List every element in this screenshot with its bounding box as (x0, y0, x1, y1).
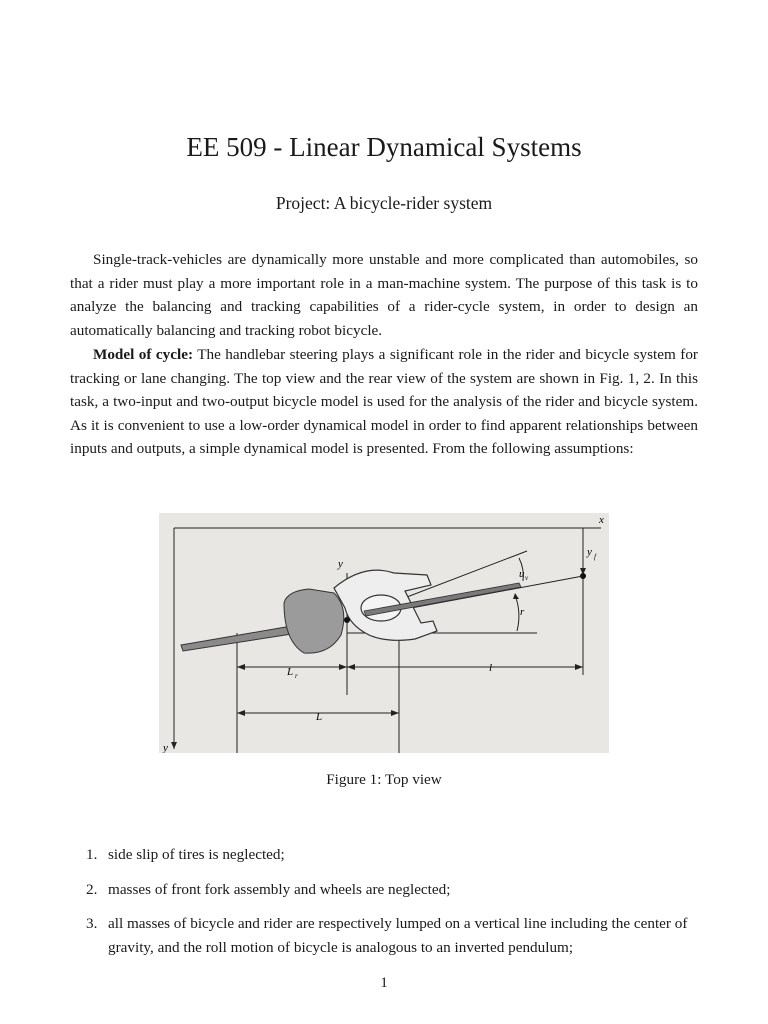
intro-paragraph: Single-track-vehicles are dynamically more unstable and more complicated than automobiles, so that a rider must play a more important role in a man-machine system. The purpose of this task is to analyze the balancing and tracking capabilities of a rider-cycle system, in order to design an automatically balancing and tracking robot bicycle. (70, 251, 698, 339)
list-item-text: masses of front fork assembly and wheels are neglected; (108, 880, 451, 898)
top-view-figure (159, 513, 609, 753)
list-item (70, 912, 698, 959)
assumption-list (70, 843, 698, 970)
page-subtitle: Project: A bicycle-rider system (275, 193, 493, 213)
page-title: EE 509 - Linear Dynamical Systems (186, 132, 582, 162)
label-uv-sub: v (525, 574, 529, 582)
label-L: L (316, 711, 323, 723)
figure-caption: Figure 1: Top view (326, 771, 442, 788)
list-item-number: 3. (86, 915, 98, 933)
label-r: r (520, 606, 525, 618)
label-x: x (599, 514, 604, 526)
page-number: 1 (380, 974, 388, 991)
model-text: The handlebar steering plays a significant role in the rider and bicycle system for tracking or lane changing. The top view and the rear view of the system are shown in Fig. 1, 2. In this task, a two-input and two-output bicycle model is used for the analysis of the rider and bicycle system. As it is convenient to use a low-order dynamical model in order to find apparent relationships between inputs and outputs, a simple dynamical model is presented. From the following assumptions: (70, 346, 698, 458)
label-yf-sub: f (594, 553, 596, 561)
list-item (70, 843, 698, 867)
label-yf: y (587, 546, 592, 558)
label-Lr: L (287, 666, 294, 678)
list-item-number: 2. (86, 880, 98, 898)
list-item-text: all masses of bicycle and rider are respectively lumped on a vertical line including the center of gravity, and the roll motion of bicycle is analogous to an inverted pendulum; (108, 915, 688, 956)
model-lead: Model of cycle: (93, 346, 194, 363)
label-y-axis: y (163, 742, 168, 753)
label-y: y (338, 558, 343, 570)
label-uv: u (519, 568, 525, 580)
label-l: l (489, 662, 493, 674)
list-item (70, 878, 698, 902)
label-Lr-sub: r (295, 672, 298, 680)
list-item-text: side slip of tires is neglected; (108, 846, 285, 863)
center-point (344, 617, 350, 623)
list-item-number: 1. (86, 846, 98, 863)
model-paragraph (70, 343, 698, 461)
